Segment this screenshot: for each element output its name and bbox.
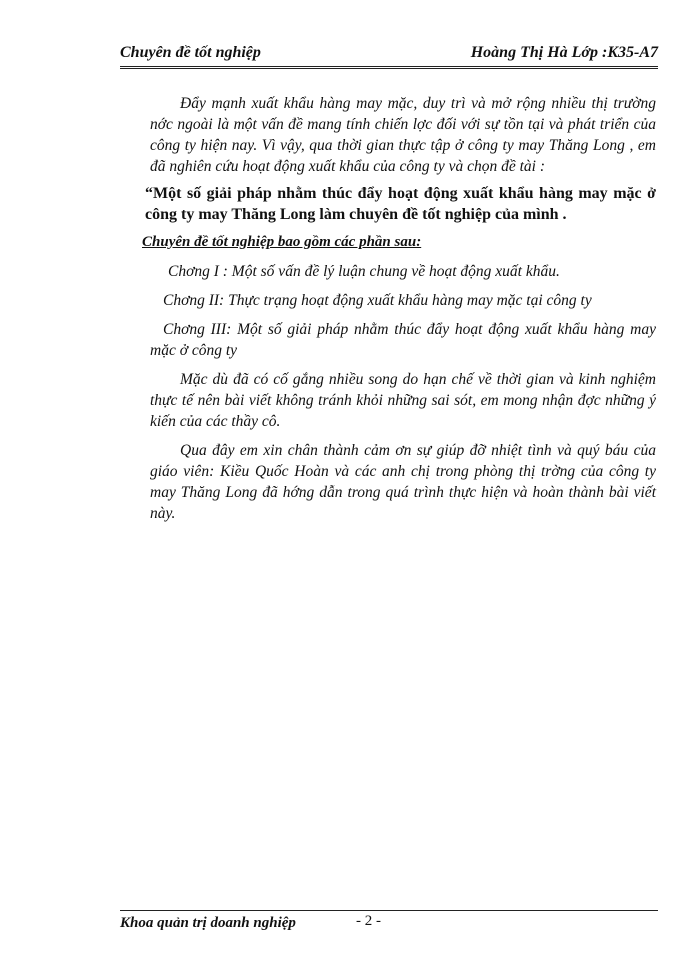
header-author: Hoàng Thị Hà Lớp :K35-A7: [470, 44, 658, 61]
chapter-2: Chơng II: Thực trạng hoạt động xuất khẩu hàng may mặc tại công ty: [163, 292, 592, 309]
section-heading: Chuyên đề tốt nghiệp bao gồm các phần sau:: [142, 234, 422, 250]
chapter-3: Chơng III: Một số giải pháp nhằm thúc đẩy hoạt động xuất khẩu hàng may mặc ở công ty: [150, 321, 656, 359]
page-body: [142, 93, 656, 524]
header-title: Chuyên đề tốt nghiệp: [120, 44, 261, 61]
thesis-topic: “Một số giải pháp nhằm thúc đẩy hoạt động xuất khẩu hàng may mặc ở công ty may Thăng Long làm chuyên đề tốt nghiệp của mình .: [145, 185, 656, 223]
page-footer: [120, 910, 658, 931]
page-header: [120, 42, 658, 69]
page-number: - 2 -: [356, 913, 381, 929]
closing-paragraph-2: Qua đây em xin chân thành cảm ơn sự giúp đỡ nhiệt tình và quý báu của giáo viên: Kiều Quốc Hoàn và các anh chị trong phòng thị trờng của công ty may Thăng Long đã hớng dẫn trong quá trình thực hiện và hoàn thành bài viết này.: [150, 442, 656, 522]
chapter-1: Chơng I : Một số vấn đề lý luận chung về hoạt động xuất khẩu.: [168, 263, 560, 280]
footer-faculty: Khoa quản trị doanh nghiệp: [120, 915, 296, 931]
intro-paragraph: Đẩy mạnh xuất khẩu hàng may mặc, duy trì và mở rộng nhiều thị trường nớc ngoài là một vấn đề mang tính chiến lợc đối với sự tồn tại và phát triển của công ty hiện nay. Vì vậy, qua thời gian thực tập ở công ty may Thăng Long , em đã nghiên cứu hoạt động xuất khẩu của công ty và chọn đề tài :: [150, 95, 656, 175]
closing-paragraph-1: Mặc dù đã có cố gắng nhiều song do hạn chế về thời gian và kinh nghiệm thực tế nên bài viết không tránh khỏi những sai sót, em mong nhận đợc những ý kiến của các thầy cô.: [150, 371, 656, 430]
